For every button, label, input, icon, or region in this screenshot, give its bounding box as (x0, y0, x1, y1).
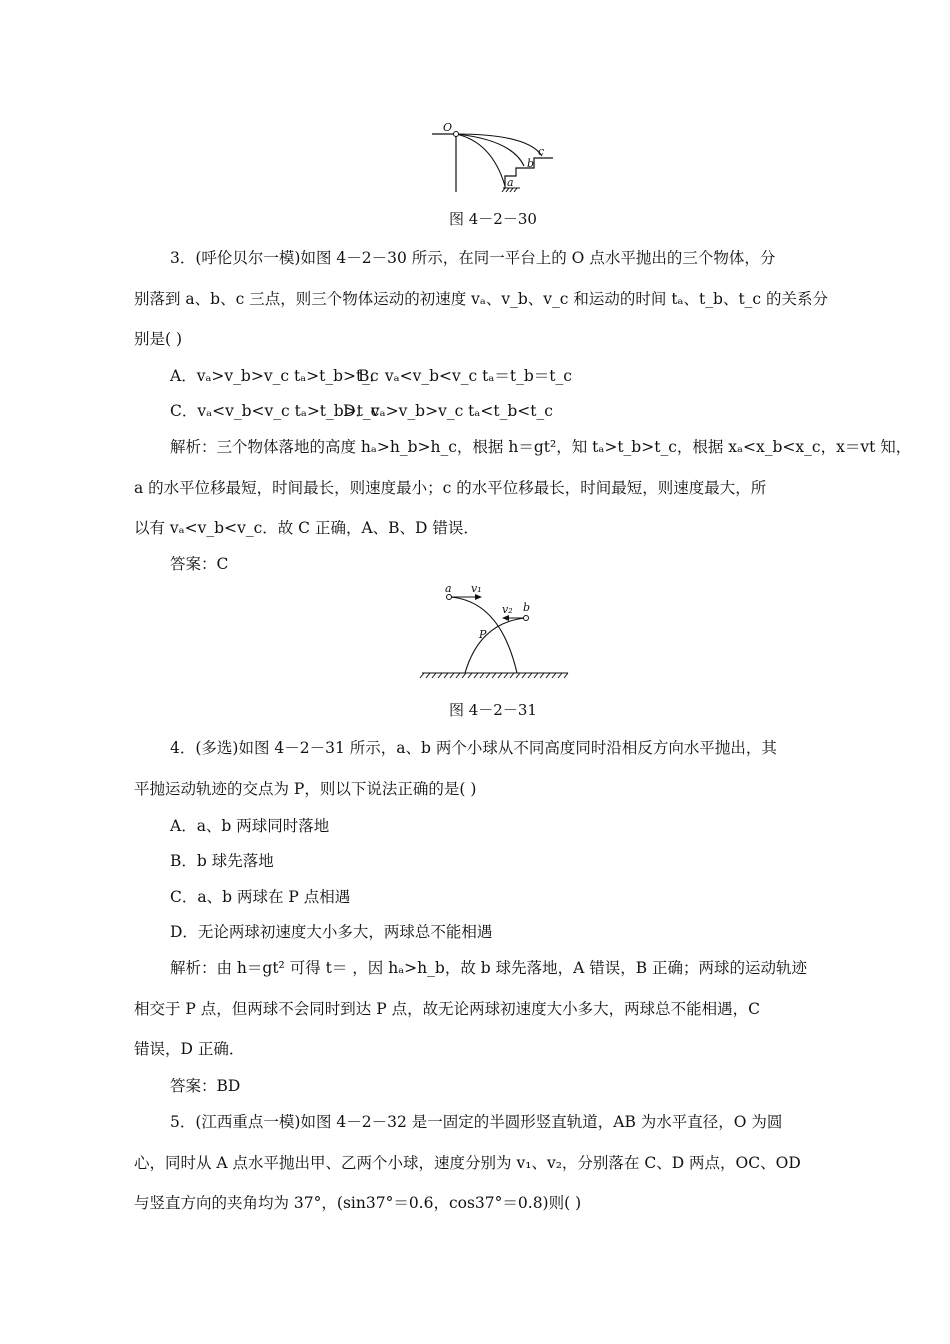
q4-stem-line1: 4．(多选)如图 4－2－31 所示，a、b 两个小球从不同高度同时沿相反方向水平抛出，其 (170, 739, 777, 757)
fig30-caption: 图 4－2－30 (449, 210, 537, 228)
q4-stem-line2: 平抛运动轨迹的交点为 P，则以下说法正确的是( ) (134, 780, 477, 798)
fig31-label-a: a (445, 582, 452, 595)
q5-stem-line3: 与竖直方向的夹角均为 37°，(sin37°＝0.6，cos37°＝0.8)则( ) (134, 1194, 582, 1212)
fig31-trajectories (449, 597, 526, 673)
q4-option-b: B．b 球先落地 (170, 852, 274, 870)
fig30-label-a: a (507, 176, 514, 189)
q3-option-d: D．vₐ>v_b>v_c tₐ<t_b<t_c (343, 402, 553, 420)
q3-solution-line1: 解析：三个物体落地的高度 hₐ>h_b>h_c，根据 h＝gt²，知 tₐ>t_b>t_c，根据 xₐ<x_b<x_c，x＝vt 知， (170, 438, 912, 456)
q3-option-b: B．vₐ<v_b<v_c tₐ＝t_b＝t_c (358, 367, 572, 385)
q4-option-a: A．a、b 两球同时落地 (170, 817, 330, 835)
q5-stem-line1: 5．(江西重点一模)如图 4－2－32 是一固定的半圆形竖直轨道，AB 为水平直径，O 为圆 (170, 1113, 783, 1131)
fig30-label-b: b (527, 157, 535, 170)
q3-solution-line2: a 的水平位移最短，时间最长，则速度最小；c 的水平位移最长，时间最短，则速度最大，所 (134, 479, 767, 497)
q4-answer: 答案：BD (170, 1077, 241, 1095)
q3-answer: 答案：C (170, 555, 229, 573)
fig31-ground (420, 673, 568, 678)
fig30-label-o: O (443, 121, 453, 134)
fig30-label-c: c (538, 145, 545, 158)
q3-stem-line1: 3．(呼伦贝尔一模)如图 4－2－30 所示，在同一平台上的 O 点水平抛出的三个物体，分 (170, 249, 776, 267)
q5-stem-line2: 心，同时从 A 点水平抛出甲、乙两个小球，速度分别为 v₁、v₂，分别落在 C、D 两点，OC、OD (134, 1154, 801, 1172)
q4-solution-line1: 解析：由 h＝gt² 可得 t＝ ，因 hₐ>h_b，故 b 球先落地，A 错误，B 正确；两球的运动轨迹 (170, 959, 808, 977)
fig31-ball-a (447, 595, 452, 600)
q3-option-a: A．vₐ>v_b>v_c tₐ>t_b>t_c (170, 367, 379, 385)
q3-option-c: C．vₐ<v_b<v_c tₐ>t_b>t_c (170, 402, 380, 420)
q3-stem-line3: 别是( ) (134, 330, 183, 348)
fig31-label-p: P (479, 628, 487, 641)
fig31-caption: 图 4－2－31 (449, 701, 537, 719)
q4-solution-line2: 相交于 P 点，但两球不会同时到达 P 点，故无论两球初速度大小多大，两球总不能相遇，C (134, 1000, 760, 1018)
fig31-label-b: b (523, 601, 531, 614)
q4-option-d: D．无论两球初速度大小多大，两球总不能相遇 (170, 923, 493, 941)
q3-solution-line3: 以有 vₐ<v_b<v_c．故 C 正确，A、B、D 错误． (134, 519, 479, 537)
fig31-label-v2: v₂ (502, 603, 513, 616)
q4-solution-line3: 错误，D 正确． (134, 1040, 245, 1058)
fig31-label-v1: v₁ (471, 582, 482, 595)
q4-option-c: C．a、b 两球在 P 点相遇 (170, 888, 351, 906)
fig31-ball-b (524, 616, 529, 621)
q3-stem-line2: 别落到 a、b、c 三点，则三个物体运动的初速度 vₐ、v_b、v_c 和运动的时间 tₐ、t_b、t_c 的关系分 (134, 290, 829, 308)
